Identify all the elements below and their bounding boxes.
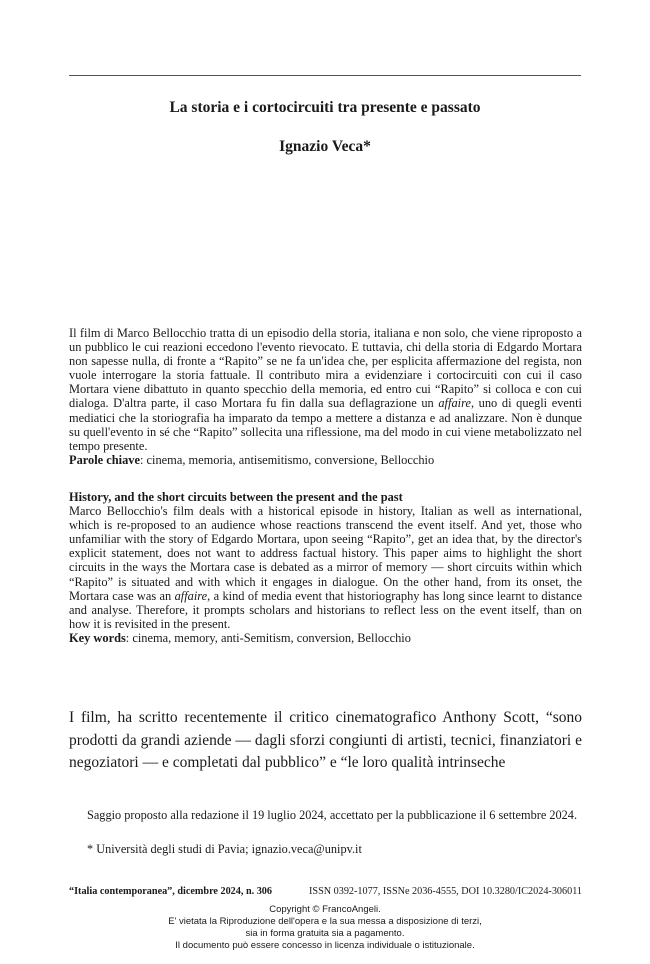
keywords-english-list: : cinema, memory, anti-Semitism, conversion, Bellocchio	[125, 630, 411, 645]
abstract-english-title: History, and the short circuits between the present and the past	[69, 490, 403, 504]
abstract-english-part2: , a kind of media event that historiography has long since learnt to distance and analyse. Therefore, it prompts scholars and historians to reflect less on the event itself, than on how it is revisited in the present.	[69, 588, 582, 631]
abstract-english-part1: Marco Bellocchio's film deals with a historical episode in history, Italian as well as international, which is re-proposed to an audience whose reactions transcend the event itself. And yet, those who unfamiliar with the story of Edgardo Mortara, upon seeing “Rapito”, get an idea that, by the director's explicit statement, does not want to address factual history. This paper aims to highlight the short circuits in the ways the Mortara case is debated as a mirror of memory — short circuits within which “Rapito” is situated and with which it engages in dialogue. On the other hand, from its onset, the Mortara case was an	[69, 504, 582, 603]
copyright-line-1: Copyright © FrancoAngeli.	[269, 904, 381, 915]
abstract-italian	[69, 326, 582, 467]
footnote-affiliation: * Università degli studi di Pavia; ignazio.veca@unipv.it	[87, 842, 362, 856]
copyright-line-4: Il documento può essere concesso in licenza individuale o istituzionale.	[175, 940, 475, 951]
top-rule	[69, 75, 581, 76]
article-author: Ignazio Veca*	[279, 138, 371, 155]
abstract-italian-italic: affaire	[438, 396, 471, 411]
keywords-italian-label: Parole chiave	[69, 452, 140, 467]
copyright-line-2: E' vietata la Riproduzione dell'opera e la sua messa a disposizione di terzi,	[168, 916, 482, 927]
abstract-english-italic: affaire	[174, 588, 208, 603]
keywords-english-label: Key words	[69, 630, 126, 645]
journal-identifiers: ISSN 0392-1077, ISSNe 2036-4555, DOI 10.3280/IC2024-306011	[309, 886, 582, 897]
article-title: La storia e i cortocircuiti tra presente e passato	[169, 99, 481, 116]
abstract-english	[69, 490, 582, 645]
keywords-english	[69, 631, 582, 645]
abstract-italian-text	[69, 326, 582, 453]
abstract-italian-part1: Il film di Marco Bellocchio tratta di un episodio della storia, italiana e non solo, che viene riproposto a un pubblico le cui reazioni eccedono l'evento rievocato. E tuttavia, chi della storia di Edgardo Mortara non sapesse nulla, di fronte a “Rapito” se ne fa un'idea che, per esplicita affermazione del regista, non vuole interrogare la storia fattuale. Il contributo mira a evidenziare i cortocircuiti con cui il caso Mortara viene dibattuto in quanto specchio della memoria, ed entro cui “Rapito” si colloca e con cui dialoga. D'altra parte, il caso Mortara fu fin dalla sua deflagrazione un	[69, 326, 582, 411]
keywords-italian-list: : cinema, memoria, antisemitismo, conversione, Bellocchio	[140, 452, 435, 467]
keywords-italian	[69, 453, 582, 467]
body-paragraph: I film, ha scritto recentemente il critico cinematografico Anthony Scott, “sono prodotti da grandi aziende — dagli sforzi congiunti di artisti, tecnici, finanziatori e negoziatori — e completati dal pubblico” e “le loro qualità intrinseche	[69, 709, 582, 771]
body-text	[69, 707, 582, 775]
copyright-line-3: sia in forma gratuita sia a pagamento.	[245, 928, 405, 939]
journal-name: “Italia contemporanea”, dicembre 2024, n. 306	[69, 886, 272, 897]
journal-info	[69, 886, 582, 897]
abstract-english-text	[69, 504, 582, 631]
abstract-italian-part2: , uno di quegli eventi mediatici che la storiografia ha imparato da tempo a mettere a distanza e ad analizzare. Non è dunque su quell'evento in sé che “Rapito” sollecita una riflessione, ma del modo in cui viene metabolizzato nel tempo presente.	[69, 396, 582, 453]
copyright-notice	[0, 904, 650, 952]
footnote-submission: Saggio proposto alla redazione il 19 luglio 2024, accettato per la pubblicazione il 6 settembre 2024.	[87, 808, 578, 822]
